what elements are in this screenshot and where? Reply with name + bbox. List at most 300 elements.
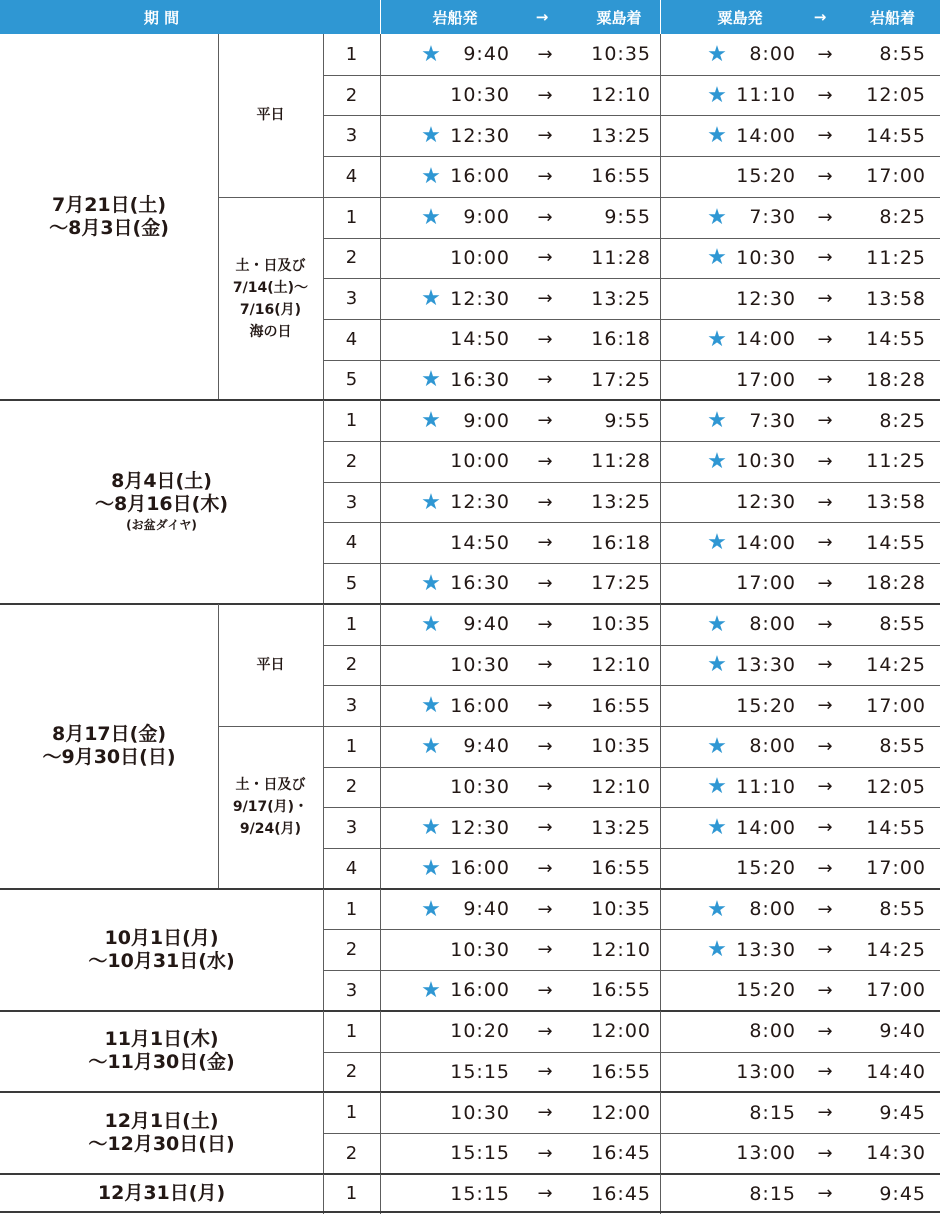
star-icon: ★: [421, 611, 441, 637]
time-text: 8:00: [749, 43, 796, 66]
awashima-arrival-time: [575, 889, 651, 930]
arrow-icon: [805, 441, 845, 482]
time-text: 17:00: [866, 165, 926, 188]
arrow-icon: [805, 726, 845, 767]
awashima-departure-time: [720, 1174, 796, 1214]
iwafune-arrival-time: [850, 1011, 926, 1052]
header-separator: [380, 0, 381, 34]
arrow-icon: [525, 1092, 565, 1133]
time-text: 12:10: [591, 775, 651, 798]
arrow-text: →: [817, 613, 833, 635]
arrow-icon: [525, 1052, 565, 1093]
arrow-icon: [525, 563, 565, 604]
time-text: 13:25: [591, 287, 651, 310]
iwafune-arrival-time: [850, 563, 926, 604]
iwafune-arrival-time: [850, 34, 926, 75]
awashima-departure-time: [720, 1133, 796, 1174]
iwafune-arrival-time: [850, 1133, 926, 1174]
time-text: 14:55: [866, 816, 926, 839]
period-line: 12月1日(土): [104, 1109, 219, 1132]
arrow-icon: [805, 115, 845, 156]
awashima-departure-time: [720, 1011, 796, 1052]
time-text: 17:00: [736, 572, 796, 595]
trip-number: [323, 889, 380, 930]
iwafune-departure-time: [440, 645, 510, 686]
arrow-icon: [805, 767, 845, 808]
time-text: 16:55: [591, 165, 651, 188]
time-text: 10:20: [450, 1020, 510, 1043]
time-text: 14:55: [866, 124, 926, 147]
trip-number: [323, 1133, 380, 1174]
star-icon: ★: [707, 815, 727, 841]
time-text: 14:00: [736, 328, 796, 351]
arrow-text: →: [537, 1183, 553, 1205]
arrow-text: →: [817, 1142, 833, 1164]
star-icon: ★: [707, 326, 727, 352]
arrow-text: →: [537, 206, 553, 228]
time-text: 10:35: [591, 43, 651, 66]
header-iwafune-dep: 岩船発: [432, 8, 478, 27]
star-icon: ★: [707, 204, 727, 230]
time-text: 16:45: [591, 1142, 651, 1165]
iwafune-departure-time: [440, 889, 510, 930]
header-period: 期 間: [143, 8, 180, 27]
star-icon: ★: [421, 123, 441, 149]
time-text: 10:30: [450, 84, 510, 107]
awashima-arrival-time: [575, 970, 651, 1011]
arrow-text: →: [537, 654, 553, 676]
trip-number: [323, 400, 380, 441]
arrow-text: →: [817, 1102, 833, 1124]
arrow-text: →: [537, 857, 553, 879]
awashima-departure-time: [720, 400, 796, 441]
column-divider: [660, 604, 661, 889]
awashima-arrival-time: [575, 563, 651, 604]
period-line: 8月4日(土): [111, 470, 212, 493]
time-text: 15:20: [736, 857, 796, 880]
time-text: 8:15: [749, 1182, 796, 1205]
day-type-line: 9/24(月): [239, 821, 302, 838]
awashima-arrival-time: [575, 726, 651, 767]
arrow-text: →: [537, 572, 553, 594]
awashima-departure-time: [720, 238, 796, 279]
column-divider: [380, 604, 381, 889]
time-text: 13:25: [591, 124, 651, 147]
arrow-text: →: [817, 939, 833, 961]
time-text: 16:45: [591, 1182, 651, 1205]
trip-number: [323, 807, 380, 848]
arrow-icon: [525, 1133, 565, 1174]
star-icon: ★: [707, 530, 727, 556]
day-type-label: [218, 604, 323, 726]
period-line: 〜9月30日(日): [42, 746, 176, 769]
iwafune-arrival-time: [850, 970, 926, 1011]
iwafune-departure-time: [440, 360, 510, 401]
arrow-icon: [805, 75, 845, 116]
iwafune-departure-time: [440, 1092, 510, 1133]
trip-number: [323, 767, 380, 808]
arrow-icon: [525, 319, 565, 360]
time-text: 10:00: [450, 246, 510, 269]
star-icon: ★: [707, 733, 727, 759]
awashima-departure-time: [720, 115, 796, 156]
awashima-arrival-time: [575, 115, 651, 156]
time-text: 10:30: [450, 775, 510, 798]
trip-number: [323, 319, 380, 360]
time-text: 16:55: [591, 1060, 651, 1083]
day-type-line: 海の日: [249, 323, 292, 340]
period-line: 11月1日(木): [104, 1028, 219, 1051]
awashima-arrival-time: [575, 685, 651, 726]
time-text: 16:55: [591, 857, 651, 880]
arrow-text: →: [817, 1183, 833, 1205]
time-text: 16:00: [450, 979, 510, 1002]
star-icon: ★: [707, 611, 727, 637]
time-text: 7:30: [749, 409, 796, 432]
trip-number: [323, 34, 380, 75]
iwafune-departure-time: [440, 929, 510, 970]
arrow-text: →: [537, 695, 553, 717]
iwafune-departure-time: [440, 1133, 510, 1174]
arrow-icon: [805, 889, 845, 930]
iwafune-departure-time: [440, 604, 510, 645]
period-label: [0, 1092, 323, 1173]
arrow-icon: [525, 1011, 565, 1052]
awashima-arrival-time: [575, 360, 651, 401]
trip-number-text: 2: [345, 247, 358, 269]
trip-number: [323, 563, 380, 604]
day-type-line: 平日: [256, 656, 285, 673]
iwafune-arrival-time: [850, 1092, 926, 1133]
time-text: 13:58: [866, 287, 926, 310]
iwafune-departure-time: [440, 1174, 510, 1214]
arrow-icon: [525, 156, 565, 197]
trip-number-text: 1: [345, 206, 358, 228]
time-text: 14:00: [736, 816, 796, 839]
time-text: 8:00: [749, 898, 796, 921]
arrow-text: →: [817, 979, 833, 1001]
header-iwafune-arr: 岩船着: [869, 8, 915, 27]
arrow-text: →: [817, 165, 833, 187]
trip-number: [323, 278, 380, 319]
time-text: 10:35: [591, 898, 651, 921]
iwafune-departure-time: [440, 441, 510, 482]
iwafune-departure-time: [440, 563, 510, 604]
time-text: 16:55: [591, 694, 651, 717]
day-type-line: 土・日及び: [235, 777, 306, 794]
trip-number: [323, 115, 380, 156]
trip-number-text: 1: [345, 1020, 358, 1042]
iwafune-departure-time: [440, 970, 510, 1011]
arrow-icon: [805, 522, 845, 563]
arrow-text: →: [537, 491, 553, 513]
arrow-icon: [525, 889, 565, 930]
time-text: 17:25: [591, 572, 651, 595]
time-text: 16:00: [450, 165, 510, 188]
star-icon: ★: [421, 204, 441, 230]
awashima-departure-time: [720, 645, 796, 686]
trip-number: [323, 360, 380, 401]
star-icon: ★: [421, 41, 441, 67]
arrow-icon: [805, 1174, 845, 1214]
arrow-icon: [805, 604, 845, 645]
trip-number-text: 2: [345, 776, 358, 798]
column-divider: [380, 34, 381, 400]
arrow-text: →: [537, 776, 553, 798]
iwafune-arrival-time: [850, 75, 926, 116]
awashima-departure-time: [720, 1052, 796, 1093]
period-line: 8月17日(金): [51, 723, 167, 746]
day-type-line: 9/17(月)・: [232, 799, 309, 816]
awashima-arrival-time: [575, 238, 651, 279]
arrow-icon: [525, 34, 565, 75]
iwafune-departure-time: [440, 238, 510, 279]
arrow-text: →: [537, 1102, 553, 1124]
awashima-arrival-time: [575, 278, 651, 319]
awashima-departure-time: [720, 441, 796, 482]
trip-number-text: 3: [345, 979, 358, 1001]
iwafune-departure-time: [440, 726, 510, 767]
period-label: [0, 889, 323, 1011]
iwafune-arrival-time: [850, 238, 926, 279]
iwafune-arrival-time: [850, 889, 926, 930]
time-text: 9:40: [463, 735, 510, 758]
trip-number-text: 2: [345, 1061, 358, 1083]
awashima-arrival-time: [575, 767, 651, 808]
arrow-text: →: [817, 369, 833, 391]
time-text: 11:10: [736, 775, 796, 798]
arrow-icon: [525, 115, 565, 156]
iwafune-arrival-time: [850, 604, 926, 645]
arrow-text: →: [537, 1142, 553, 1164]
arrow-icon: [805, 1011, 845, 1052]
arrow-icon: [805, 807, 845, 848]
column-divider: [660, 400, 661, 604]
time-text: 8:55: [879, 613, 926, 636]
day-type-label: [218, 726, 323, 889]
time-text: 13:30: [736, 938, 796, 961]
star-icon: ★: [421, 367, 441, 393]
arrow-icon: [805, 400, 845, 441]
time-text: 17:25: [591, 368, 651, 391]
day-type-line: 7/16(月): [239, 301, 302, 318]
time-text: 11:28: [591, 246, 651, 269]
trip-number-text: 4: [345, 165, 358, 187]
arrow-icon: [805, 156, 845, 197]
arrow-text: →: [537, 165, 553, 187]
time-text: 9:40: [463, 898, 510, 921]
arrow-icon: [525, 278, 565, 319]
star-icon: ★: [707, 652, 727, 678]
trip-number: [323, 75, 380, 116]
column-divider: [323, 1092, 324, 1173]
time-text: 14:25: [866, 938, 926, 961]
arrow-icon: [525, 807, 565, 848]
trip-number-text: 2: [345, 939, 358, 961]
arrow-icon: [525, 1174, 565, 1214]
star-icon: ★: [421, 693, 441, 719]
arrow-text: →: [537, 288, 553, 310]
trip-number-text: 3: [345, 491, 358, 513]
awashima-arrival-time: [575, 522, 651, 563]
day-type-line: 土・日及び: [235, 257, 306, 274]
iwafune-arrival-time: [850, 319, 926, 360]
awashima-departure-time: [720, 34, 796, 75]
time-text: 17:00: [866, 857, 926, 880]
star-icon: ★: [421, 896, 441, 922]
trip-number-text: 3: [345, 125, 358, 147]
trip-number: [323, 645, 380, 686]
arrow-icon: [525, 767, 565, 808]
iwafune-arrival-time: [850, 1174, 926, 1214]
arrow-text: →: [537, 979, 553, 1001]
header-row: [0, 0, 940, 34]
awashima-departure-time: [720, 970, 796, 1011]
time-text: 15:15: [450, 1060, 510, 1083]
arrow-text: →: [537, 532, 553, 554]
period-label: [0, 1011, 323, 1092]
column-divider: [218, 604, 219, 726]
awashima-arrival-time: [575, 1011, 651, 1052]
star-icon: ★: [421, 408, 441, 434]
time-text: 15:20: [736, 165, 796, 188]
trip-number-text: 3: [345, 288, 358, 310]
iwafune-arrival-time: [850, 441, 926, 482]
period-line: 〜8月3日(金): [49, 217, 169, 240]
time-text: 14:00: [736, 531, 796, 554]
iwafune-departure-time: [440, 34, 510, 75]
column-divider: [380, 1092, 381, 1173]
arrow-icon: [805, 685, 845, 726]
arrow-text: →: [537, 125, 553, 147]
arrow-text: →: [817, 125, 833, 147]
column-divider: [660, 1092, 661, 1173]
column-divider: [380, 1174, 381, 1214]
star-icon: ★: [707, 41, 727, 67]
time-text: 15:20: [736, 979, 796, 1002]
awashima-departure-time: [720, 563, 796, 604]
trip-number-text: 1: [345, 1102, 358, 1124]
trip-number-text: 1: [345, 1183, 358, 1205]
time-text: 12:30: [736, 287, 796, 310]
awashima-departure-time: [720, 726, 796, 767]
arrow-icon: [805, 278, 845, 319]
trip-number: [323, 441, 380, 482]
time-text: 14:00: [736, 124, 796, 147]
day-type-line: 平日: [256, 107, 285, 124]
arrow-text: →: [537, 939, 553, 961]
time-text: 8:55: [879, 43, 926, 66]
awashima-arrival-time: [575, 1092, 651, 1133]
time-text: 16:55: [591, 979, 651, 1002]
time-text: 9:55: [604, 409, 651, 432]
awashima-arrival-time: [575, 156, 651, 197]
iwafune-arrival-time: [850, 197, 926, 238]
period-label: [0, 1174, 323, 1214]
arrow-text: →: [537, 84, 553, 106]
time-text: 11:28: [591, 450, 651, 473]
arrow-text: →: [817, 491, 833, 513]
period-line: 〜8月16日(木): [94, 493, 229, 516]
trip-number: [323, 1092, 380, 1133]
star-icon: ★: [707, 896, 727, 922]
time-text: 11:25: [866, 246, 926, 269]
header-awashima-arr: 粟島着: [596, 8, 642, 27]
arrow-icon: [805, 197, 845, 238]
trip-number-text: 2: [345, 1142, 358, 1164]
arrow-text: →: [817, 695, 833, 717]
arrow-text: →: [817, 654, 833, 676]
arrow-icon: [525, 75, 565, 116]
arrow-text: →: [817, 206, 833, 228]
column-divider: [380, 1011, 381, 1092]
period-line: 〜12月30日(日): [88, 1132, 235, 1155]
arrow-icon: [525, 238, 565, 279]
trip-number: [323, 685, 380, 726]
trip-number: [323, 156, 380, 197]
time-text: 13:58: [866, 491, 926, 514]
iwafune-departure-time: [440, 807, 510, 848]
period-label: [0, 34, 218, 400]
arrow-text: →: [817, 84, 833, 106]
trip-number-text: 2: [345, 450, 358, 472]
column-divider: [323, 34, 324, 400]
awashima-arrival-time: [575, 441, 651, 482]
period-line: 10月1日(月): [104, 926, 219, 949]
column-divider: [660, 1011, 661, 1092]
time-text: 10:30: [450, 653, 510, 676]
star-icon: ★: [707, 82, 727, 108]
awashima-arrival-time: [575, 34, 651, 75]
column-divider: [380, 400, 381, 604]
arrow-icon: [805, 1092, 845, 1133]
arrow-icon: [805, 929, 845, 970]
star-icon: ★: [707, 937, 727, 963]
time-text: 14:55: [866, 328, 926, 351]
trip-number-text: 2: [345, 654, 358, 676]
iwafune-departure-time: [440, 1011, 510, 1052]
iwafune-arrival-time: [850, 278, 926, 319]
arrow-text: →: [817, 328, 833, 350]
time-text: 9:45: [879, 1101, 926, 1124]
time-text: 16:30: [450, 368, 510, 391]
time-text: 12:30: [450, 124, 510, 147]
awashima-departure-time: [720, 75, 796, 116]
awashima-arrival-time: [575, 1052, 651, 1093]
trip-number: [323, 1052, 380, 1093]
column-divider: [323, 400, 324, 604]
time-text: 16:18: [591, 531, 651, 554]
arrow-text: →: [817, 532, 833, 554]
time-text: 9:40: [463, 43, 510, 66]
time-text: 18:28: [866, 572, 926, 595]
trip-number-text: 1: [345, 43, 358, 65]
awashima-arrival-time: [575, 400, 651, 441]
time-text: 8:25: [879, 409, 926, 432]
awashima-departure-time: [720, 604, 796, 645]
awashima-departure-time: [720, 522, 796, 563]
arrow-text: →: [817, 857, 833, 879]
time-text: 8:00: [749, 613, 796, 636]
trip-number-text: 4: [345, 328, 358, 350]
trip-number-text: 5: [345, 572, 358, 594]
arrow-icon: [805, 645, 845, 686]
iwafune-departure-time: [440, 848, 510, 889]
iwafune-departure-time: [440, 482, 510, 523]
arrow-text: →: [817, 247, 833, 269]
iwafune-departure-time: [440, 197, 510, 238]
arrow-text: →: [817, 288, 833, 310]
